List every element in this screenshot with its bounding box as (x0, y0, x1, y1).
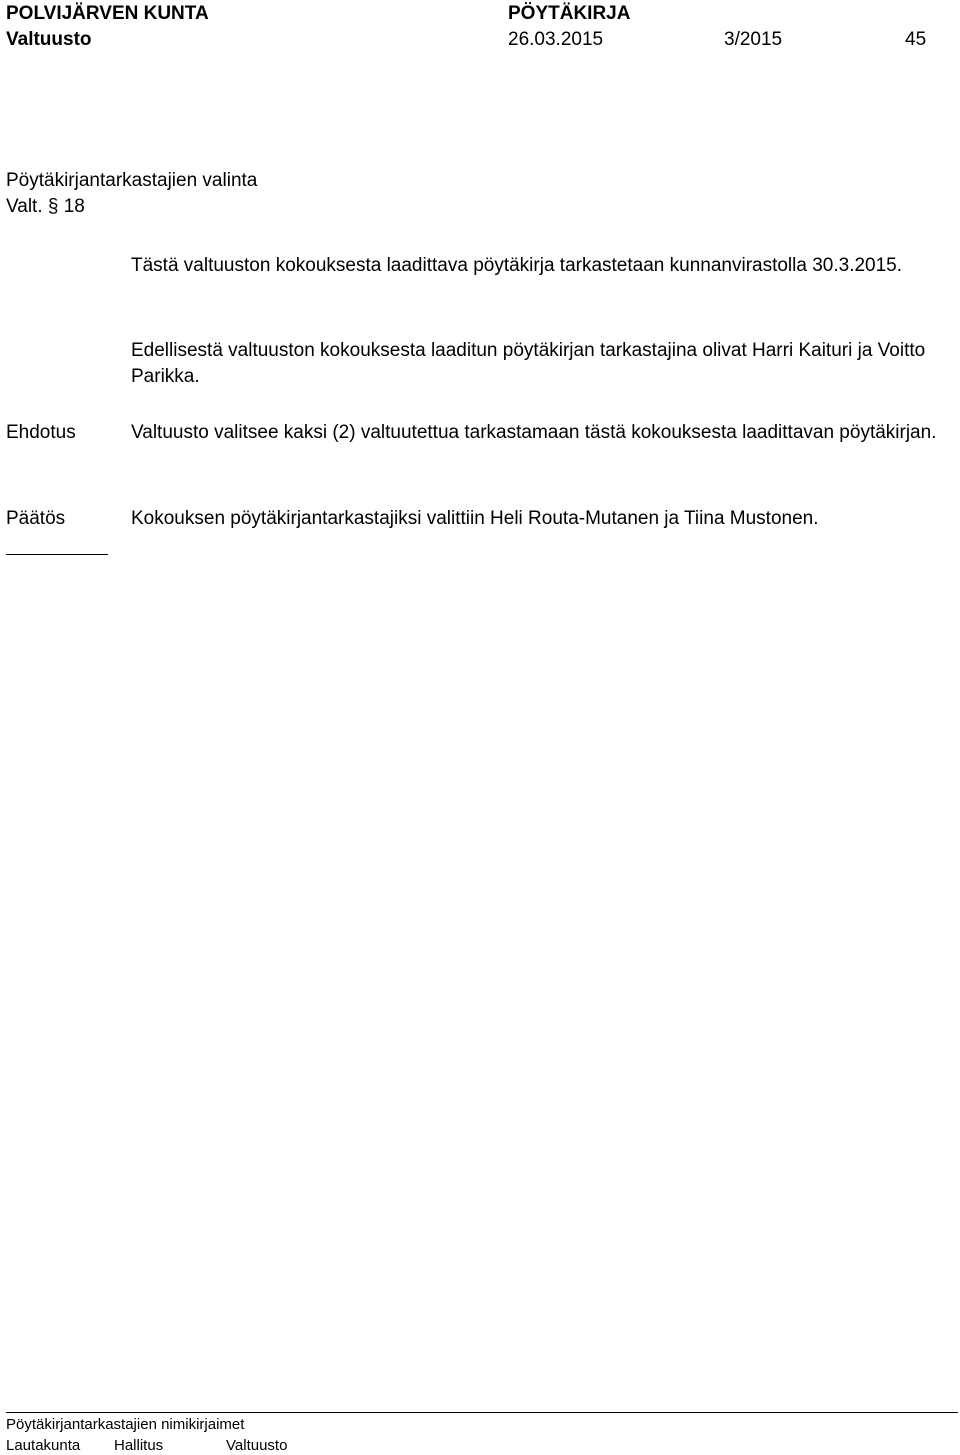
proposal-text: Valtuusto valitsee kaksi (2) valtuutettua tarkastamaan tästä kokouksesta laadittavan pöytäkirjan. (131, 422, 937, 443)
footer-column-label: Valtuusto (226, 1437, 288, 1454)
proposal-label: Ehdotus (6, 422, 76, 443)
document-type: PÖYTÄKIRJA (508, 3, 631, 24)
footer-divider (6, 1412, 958, 1413)
meeting-date: 26.03.2015 (508, 29, 604, 50)
section-end-divider (6, 554, 108, 555)
meeting-number: 3/2015 (724, 29, 783, 50)
meeting-body: Valtuusto (6, 29, 92, 50)
paragraph: Edellisestä valtuuston kokouksesta laaditun pöytäkirjan tarkastajina olivat Harri Kaituri ja Voitto Parikka. (131, 340, 926, 387)
decision-text: Kokouksen pöytäkirjantarkastajiksi valittiin Heli Routa-Mutanen ja Tiina Mustonen. (131, 508, 819, 529)
decision-label: Päätös (6, 508, 66, 529)
footer-column-label: Hallitus (114, 1437, 164, 1454)
section-reference: Valt. § 18 (6, 196, 85, 217)
section-title: Pöytäkirjantarkastajien valinta (6, 170, 258, 191)
footer-title: Pöytäkirjantarkastajien nimikirjaimet (6, 1416, 245, 1433)
page-number: 45 (905, 29, 927, 50)
organization-name: POLVIJÄRVEN KUNTA (6, 3, 209, 24)
footer-column-label: Lautakunta (6, 1437, 81, 1454)
paragraph: Tästä valtuuston kokouksesta laadittava pöytäkirja tarkastetaan kunnanvirastolla 30.3.2015. (131, 255, 903, 276)
